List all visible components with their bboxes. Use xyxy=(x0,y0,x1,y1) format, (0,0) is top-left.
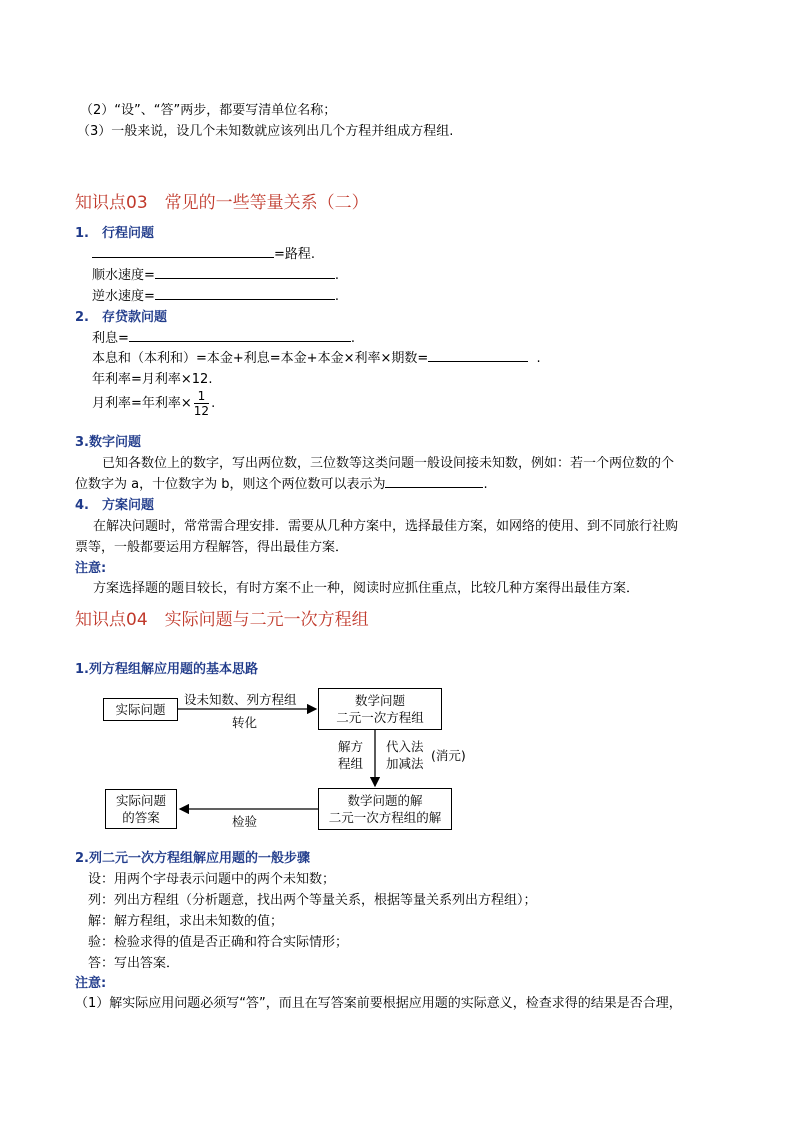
kp03-note-text: 方案选择题的题目较长，有时方案不止一种，阅读时应抓住重点，比较几种方案得出最佳方案． xyxy=(93,581,640,596)
kp04-note-title: 注意: xyxy=(75,976,107,991)
box-real-problem: 实际问题 xyxy=(103,698,178,721)
kp03-s1-title: 1. 行程问题 xyxy=(75,226,154,241)
kp03-note-title: 注意: xyxy=(75,561,107,576)
plan-paragraph-1: 在解决问题时，常常需合理安排．需要从几种方案中，选择最佳方案，如网络的使用、到不同旅行社购 xyxy=(93,519,679,534)
plan-paragraph-2: 票等，一般都要运用方程解答，得出最佳方案． xyxy=(75,540,349,555)
box-math-solution: 数学问题的解 二元一次方程组的解 xyxy=(318,788,452,830)
kp03-s3-title: 3.数字问题 xyxy=(75,435,141,450)
step-set: 设：用两个字母表示问题中的两个未知数； xyxy=(88,872,336,887)
kp03-heading: 知识点03 常见的一些等量关系（二） xyxy=(75,193,369,213)
deposit-line-2: 本息和（本利和）=本金+利息=本金+本金×利率×期数= . xyxy=(92,351,541,366)
step-check: 验：检验求得的值是否正确和符合实际情形； xyxy=(88,935,349,950)
kp04-note-text: （1）解实际应用问题必须写“答”，而且在写答案前要根据应用题的实际意义，检查求得的结果是否合理， xyxy=(75,996,682,1011)
travel-line-1: =路程. xyxy=(92,243,315,262)
deposit-line-4: 月利率=年利率× $\frac{1}{12}$ . xyxy=(92,389,216,418)
kp04-s1-title: 1.列方程组解应用题的基本思路 xyxy=(75,662,258,677)
box-math-problem: 数学问题 二元一次方程组 xyxy=(318,688,442,730)
kp04-s2-title: 2.列二元一次方程组解应用题的一般步骤 xyxy=(75,851,310,866)
deposit-line-3: 年利率=月利率×12. xyxy=(92,372,213,387)
label-set-unknowns: 设未知数、列方程组 xyxy=(184,692,297,707)
kp03-s4-title: 4. 方案问题 xyxy=(75,498,154,513)
kp04-heading: 知识点04 实际问题与二元一次方程组 xyxy=(75,610,369,630)
label-solve: 解方 程组 xyxy=(338,739,364,771)
intro-line-3: （3）一般来说，设几个未知数就应该列出几个方程并组成方程组. xyxy=(77,124,454,139)
label-check: 检验 xyxy=(232,814,258,829)
fraction: $\frac{1}{12}$ xyxy=(193,389,210,418)
kp03-s2-title: 2. 存贷款问题 xyxy=(75,310,167,325)
label-convert: 转化 xyxy=(232,715,258,730)
digit-paragraph-1: 已知各数位上的数字，写出两位数，三位数等这类问题一般设间接未知数，例如：若一个两位数的个 xyxy=(102,456,675,471)
travel-line-2: 顺水速度= . xyxy=(92,268,340,283)
step-solve: 解：解方程组，求出未知数的值； xyxy=(88,914,284,929)
box-real-answer: 实际问题 的答案 xyxy=(105,789,177,829)
travel-line-3: 逆水速度= . xyxy=(92,289,340,304)
intro-line-2: （2）“设”、“答”两步，都要写清单位名称； xyxy=(80,103,337,118)
deposit-line-1: 利息= . xyxy=(92,331,356,346)
step-list: 列：列出方程组（分析题意，找出两个等量关系，根据等量关系列出方程组）； xyxy=(88,893,537,908)
step-answer: 答：写出答案． xyxy=(88,956,180,971)
label-elimination: (消元) xyxy=(431,748,466,763)
label-methods: 代入法 加减法 xyxy=(386,739,424,771)
digit-paragraph-2: 位数字为 a，十位数字为 b，则这个两位数可以表示为 . xyxy=(75,477,488,492)
